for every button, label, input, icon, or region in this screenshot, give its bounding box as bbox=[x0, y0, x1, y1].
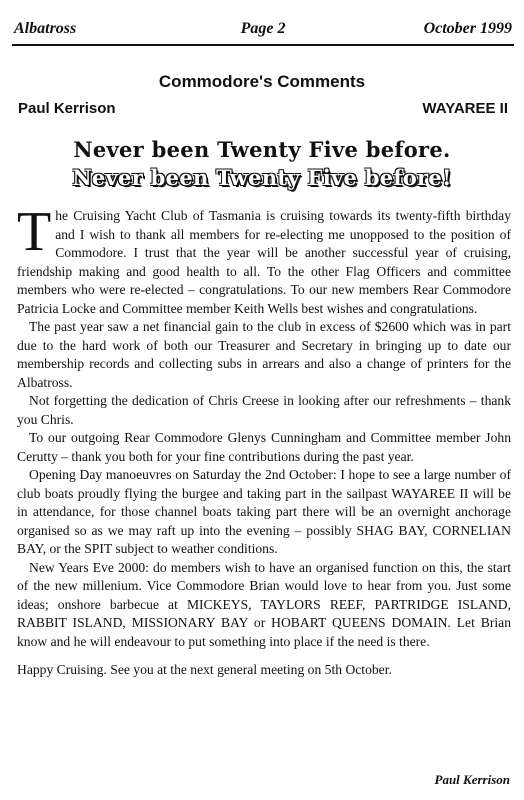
paragraph-2: The past year saw a net financial gain to the club in excess of $2600 which was in part due to the hard work of both our Treasurer and Secretary in bringing up to date our membership records and collecting subs in arrears and also a change of printers for the Albatross. bbox=[17, 319, 511, 390]
author-name: Paul Kerrison bbox=[18, 100, 116, 117]
byline bbox=[18, 100, 508, 117]
headline-outlined: Never been Twenty Five before! bbox=[72, 165, 452, 190]
paragraph-3: Not forgetting the dedication of Chris Creese in looking after our refreshments – thank you Chris. bbox=[17, 393, 511, 427]
publication-name: Albatross bbox=[14, 20, 77, 37]
issue-date: October 1999 bbox=[423, 20, 512, 37]
page-number: Page 2 bbox=[240, 20, 286, 37]
paragraph-1: The Cruising Yacht Club of Tasmania is cruising towards its twenty-fifth birthday and I wish to thank all members for re-electing me unopposed to the position of Commodore. I trust that the year will be another successful year of cruising, friendship making and good health to all. To the other Flag Officers and committee members who were re-elected – congratulations. To our new members Rear Commodore Patricia Locke and Committee member Keith Wells best wishes and congratulations. bbox=[17, 201, 511, 316]
paragraph-4: To our outgoing Rear Commodore Glenys Cunningham and Committee member John Cerutty – thank you both for your fine contributions during the past year. bbox=[17, 430, 511, 464]
headline-primary: Never been Twenty Five before. bbox=[73, 137, 451, 162]
boat-name: WAYAREE II bbox=[422, 100, 508, 117]
paragraph-5: Opening Day manoeuvres on Saturday the 2nd October: I hope to see a large number of club boats proudly flying the burgee and taking part in the sailpast WAYAREE II will be in attendance, for those channel boats taking part there will be an overnight anchorage organised so as we may raft up into the evening – possibly SHAG BAY, CORNELIAN BAY, or the SPIT subject to weather conditions. bbox=[17, 467, 511, 556]
drop-cap: T bbox=[17, 201, 52, 263]
header-rule bbox=[12, 44, 514, 46]
article-body bbox=[17, 201, 511, 680]
article-title: Commodore's Comments bbox=[158, 72, 366, 91]
signature: Paul Kerrison bbox=[434, 772, 510, 787]
paragraph-6: New Years Eve 2000: do members wish to have an organised function on this, the start of the new millenium. Vice Commodore Brian would love to hear from you. Just some ideas; onshore barbecue at MICKEYS, TAYLORS REEF, PARTRIDGE ISLAND, RABBIT ISLAND, MISSIONARY BAY or HOBART QUEENS DOMAIN. Let Brian know and he will endeavour to put something into place if the need is there. bbox=[17, 559, 511, 649]
closing-line: Happy Cruising. See you at the next general meeting on 5th October. bbox=[17, 662, 392, 677]
